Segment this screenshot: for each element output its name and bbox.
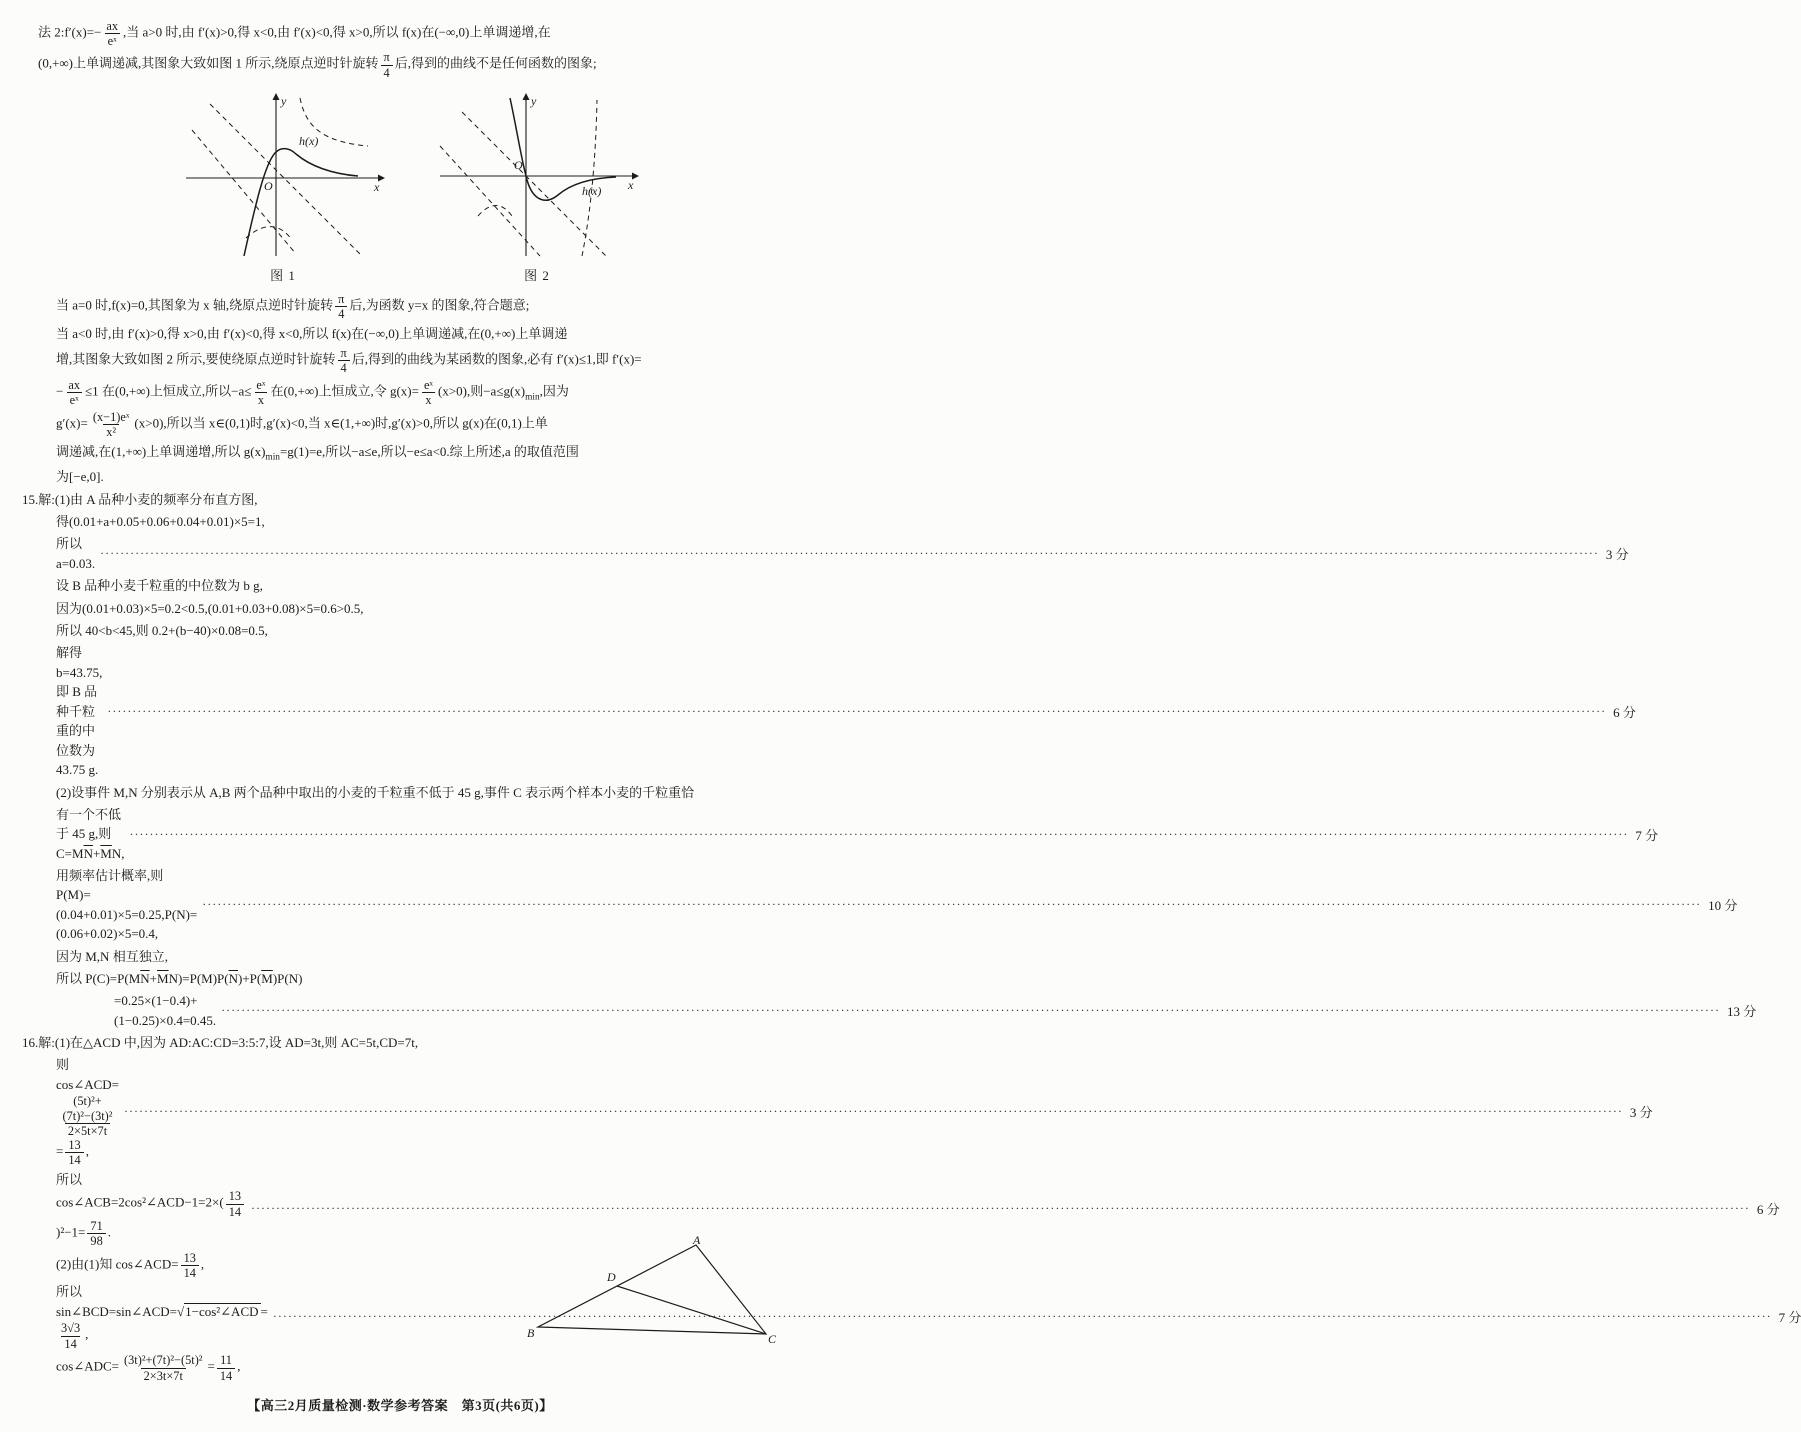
line-text: 所以 40<b<45,则 0.2+(b−40)×0.08=0.5, xyxy=(56,623,268,639)
curve-label: h(x) xyxy=(299,133,319,148)
text-line xyxy=(56,467,764,487)
graph-2 xyxy=(434,90,640,260)
score-label: 13 分 xyxy=(1726,1004,1757,1020)
line-text: 16.解:(1)在△ACD 中,因为 AD:AC:CD=3:5:7,设 AD=3t,则 AC=5t,CD=7t, xyxy=(22,1035,419,1051)
text-line xyxy=(22,489,764,509)
page-footer xyxy=(0,1385,800,1432)
y-axis-arrow xyxy=(523,93,530,100)
y-axis-arrow xyxy=(273,93,280,100)
text-line xyxy=(22,1033,764,1053)
text-line xyxy=(56,805,1659,864)
text-line xyxy=(56,866,1738,944)
footer-text: 【高三2月质量检测·数学参考答案 第3页(共6页)】 xyxy=(247,1398,553,1414)
line-text: (0,+∞)上单调递减,其图象大致如图 1 所示,绕原点逆时针旋转 $\frac{\pi}{4}$ 后,得到的曲线不是任何函数的图象; xyxy=(38,50,597,80)
line-text: 所以 a=0.03. xyxy=(56,536,96,571)
dashed-curve xyxy=(246,226,292,239)
y-label: y xyxy=(531,93,537,108)
line-text: 调递减,在(1,+∞)上单调递增,所以 $g(x)_{min}=g(1)=e$,所以−a≤e,所以−e≤a<0.综上所述,a 的取值范围 xyxy=(56,443,579,463)
score-label: 3 分 xyxy=(1629,1104,1653,1120)
vertex-label-b: B xyxy=(527,1325,535,1340)
line-text: 得(0.01+a+0.05+0.06+0.04+0.01)×5=1, xyxy=(56,514,265,530)
line-text: 当 a=0 时,f(x)=0,其图象为 x 轴,绕原点逆时针旋转 $\frac{\pi}{4}$ 后,为函数 y=x 的图象,符合题意; xyxy=(56,291,530,321)
line-text: 因为 M,N 相互独立, xyxy=(56,948,168,964)
score-label: 6 分 xyxy=(1756,1202,1780,1218)
line-text: (2)设事件 M,N 分别表示从 A,B 两个品种中取出的小麦的千粒重不低于 45 g,事件 C 表示两个样本小麦的千粒重恰 xyxy=(56,784,695,800)
y-label: y xyxy=(281,93,287,108)
dotted-leader: ············································································································································································································································································································ xyxy=(129,826,1629,841)
x-label: x xyxy=(628,177,634,192)
graph-1 xyxy=(180,90,386,260)
text-line xyxy=(38,19,764,48)
line-text: 解得 b=43.75,即 B 品种千粒重的中位数为 43.75 g. xyxy=(56,645,103,778)
text-line xyxy=(56,292,764,321)
line-text: 因为(0.01+0.03)×5=0.2<0.5,(0.01+0.03+0.08)×5=0.6>0.5, xyxy=(56,600,364,616)
line-text: 所以 sin∠BCD=sin∠ACD=√1−cos²∠ACD = $\frac{3√3}{14}$ , xyxy=(56,1284,268,1351)
text-line xyxy=(56,512,764,532)
vertex-label-a: A xyxy=(693,1232,701,1247)
line-text: 用频率估计概率,则 P(M)=(0.04+0.01)×5=0.25,P(N)=(0.06+0.02)×5=0.4, xyxy=(56,867,198,942)
function-graphs xyxy=(56,90,764,284)
dotted-leader: ············································································································································································································································································································ xyxy=(272,1309,1772,1324)
text-line xyxy=(38,50,764,79)
vertex-label-d: D xyxy=(607,1269,616,1284)
origin-label: O xyxy=(514,157,523,172)
text-line xyxy=(56,946,764,966)
figure-2-caption: 图 2 xyxy=(524,267,550,283)
line-text: 增,其图象大致如图 2 所示,要使绕原点逆时针旋转 $\frac{\pi}{4}$ 后,得到的曲线为某函数的图象,必有 f′(x)≤1,即 f′(x)= xyxy=(56,346,642,376)
vertex-label-c: C xyxy=(768,1331,777,1346)
line-text: cos∠ADC= $\frac{\text{(3t)²+(7t)²−(5t)²}}{2\times 3t\times 7t}$ = $\frac{11}{14}$ , xyxy=(56,1353,241,1383)
line-text: 15.解:(1)由 A 品种小麦的频率分布直方图, xyxy=(22,491,258,507)
solution-method2-intro xyxy=(38,18,764,80)
text-line xyxy=(56,576,764,596)
origin-label: O xyxy=(264,178,273,193)
figure-1-caption: 图 1 xyxy=(270,267,296,283)
dotted-leader: ············································································································································································································································································································ xyxy=(251,1201,1750,1216)
text-line xyxy=(56,598,764,618)
text-line xyxy=(56,324,764,344)
text-line xyxy=(114,991,1757,1030)
line-text: 则 cos∠ACD= $\frac{\text{(5t)²+(7t)²−(3t)²}}{2\times 5t\times 7t}$ = $\frac{13}{14}$ , xyxy=(56,1057,120,1168)
line-text: 有一个不低于 45 g,则 $C=M\overline{N}+\overline{M}N$, xyxy=(56,806,125,861)
dashed-line xyxy=(440,146,540,256)
score-label: 7 分 xyxy=(1778,1310,1801,1326)
text-line xyxy=(56,621,764,641)
dotted-leader: ············································································································································································································································································································ xyxy=(100,546,1599,561)
line-text: g′(x)= $\frac{\text{(x−1)eˣ}}{\text{x²}}$ (x>0),所以当 x∈(0,1)时,g′(x)<0,当 x∈(1,+∞)时,g′(x)>0,所以 g(x)在(0,1)上单 xyxy=(56,409,548,440)
figure-2 xyxy=(434,90,640,284)
score-label: 10 分 xyxy=(1708,898,1738,914)
text-line xyxy=(56,782,764,802)
solutions-15-16 xyxy=(22,291,1780,1248)
text-line xyxy=(56,969,764,989)
text-line xyxy=(56,1282,1801,1351)
line-text: 所以 $P(C)=P(M\overline{N}+\overline{M}N)=P(M)P(\overline{N})+P(\overline{M})P(N)$ xyxy=(56,971,303,987)
score-label: 6 分 xyxy=(1613,705,1636,721)
curve-label: h(x) xyxy=(582,183,602,198)
score-label: 3 分 xyxy=(1605,547,1629,563)
problem16-part2-block xyxy=(56,1232,1801,1383)
figure-1 xyxy=(180,90,386,284)
dotted-leader: ············································································································································································································································································································ xyxy=(221,1003,1720,1018)
segment-dc xyxy=(617,1286,766,1334)
line-text: 设 B 品种小麦千粒重的中位数为 b g, xyxy=(56,578,263,594)
line-text: 所以 cos∠ACB=2cos²∠ACD−1=2×( $\frac{13}{14}$ )²−1= $\frac{71}{98}$ . xyxy=(56,1170,246,1248)
line-text: 法 2:f′(x)=− $\frac{ax}{\text{eˣ}}$ ,当 a>0 时,由 f′(x)>0,得 x<0,由 f′(x)<0,得 x>0,所以 f(x)在(−∞,0)上单调递增,在 xyxy=(38,18,551,48)
line-text: (2)由(1)知 cos∠ACD= $\frac{13}{14}$ , xyxy=(56,1250,205,1280)
line-text: 为[−e,0]. xyxy=(56,469,104,485)
x-label: x xyxy=(374,179,380,194)
text-line xyxy=(56,1251,481,1280)
function-curve xyxy=(244,148,358,255)
text-line xyxy=(56,1353,537,1382)
text-line xyxy=(56,378,764,407)
dotted-leader: ············································································································································································································································································································ xyxy=(124,1103,1623,1118)
text-line xyxy=(56,442,764,465)
text-line xyxy=(56,410,764,439)
text-line xyxy=(56,346,764,375)
text-line xyxy=(56,534,1629,573)
text-line xyxy=(56,1055,1653,1168)
line-text: 当 a<0 时,由 f′(x)>0,得 x>0,由 f′(x)<0,得 x<0,所以 f(x)在(−∞,0)上单调递减,在(0,+∞)上单调递 xyxy=(56,325,568,341)
triangle-outline xyxy=(538,1245,766,1334)
dotted-leader: ············································································································································································································································································································ xyxy=(107,704,1607,719)
triangle-figure xyxy=(526,1232,778,1347)
dashed-curve xyxy=(582,100,597,256)
line-text: − $\frac{ax}{\text{eˣ}}$ ≤1 在(0,+∞)上恒成立,所以−a≤ $\frac{\text{eˣ}}{x}$ 在(0,+∞)上恒成立,令 g(x)= $\frac{\text{eˣ}}{x}$ (x>0),则$-a\le g(x)_{min}$,因为 xyxy=(56,378,569,408)
dotted-leader: ············································································································································································································································································································ xyxy=(202,897,1702,912)
text-line xyxy=(56,643,1636,780)
score-label: 7 分 xyxy=(1635,827,1659,843)
line-text: =0.25×(1−0.4)+(1−0.25)×0.4=0.45. xyxy=(114,993,217,1028)
